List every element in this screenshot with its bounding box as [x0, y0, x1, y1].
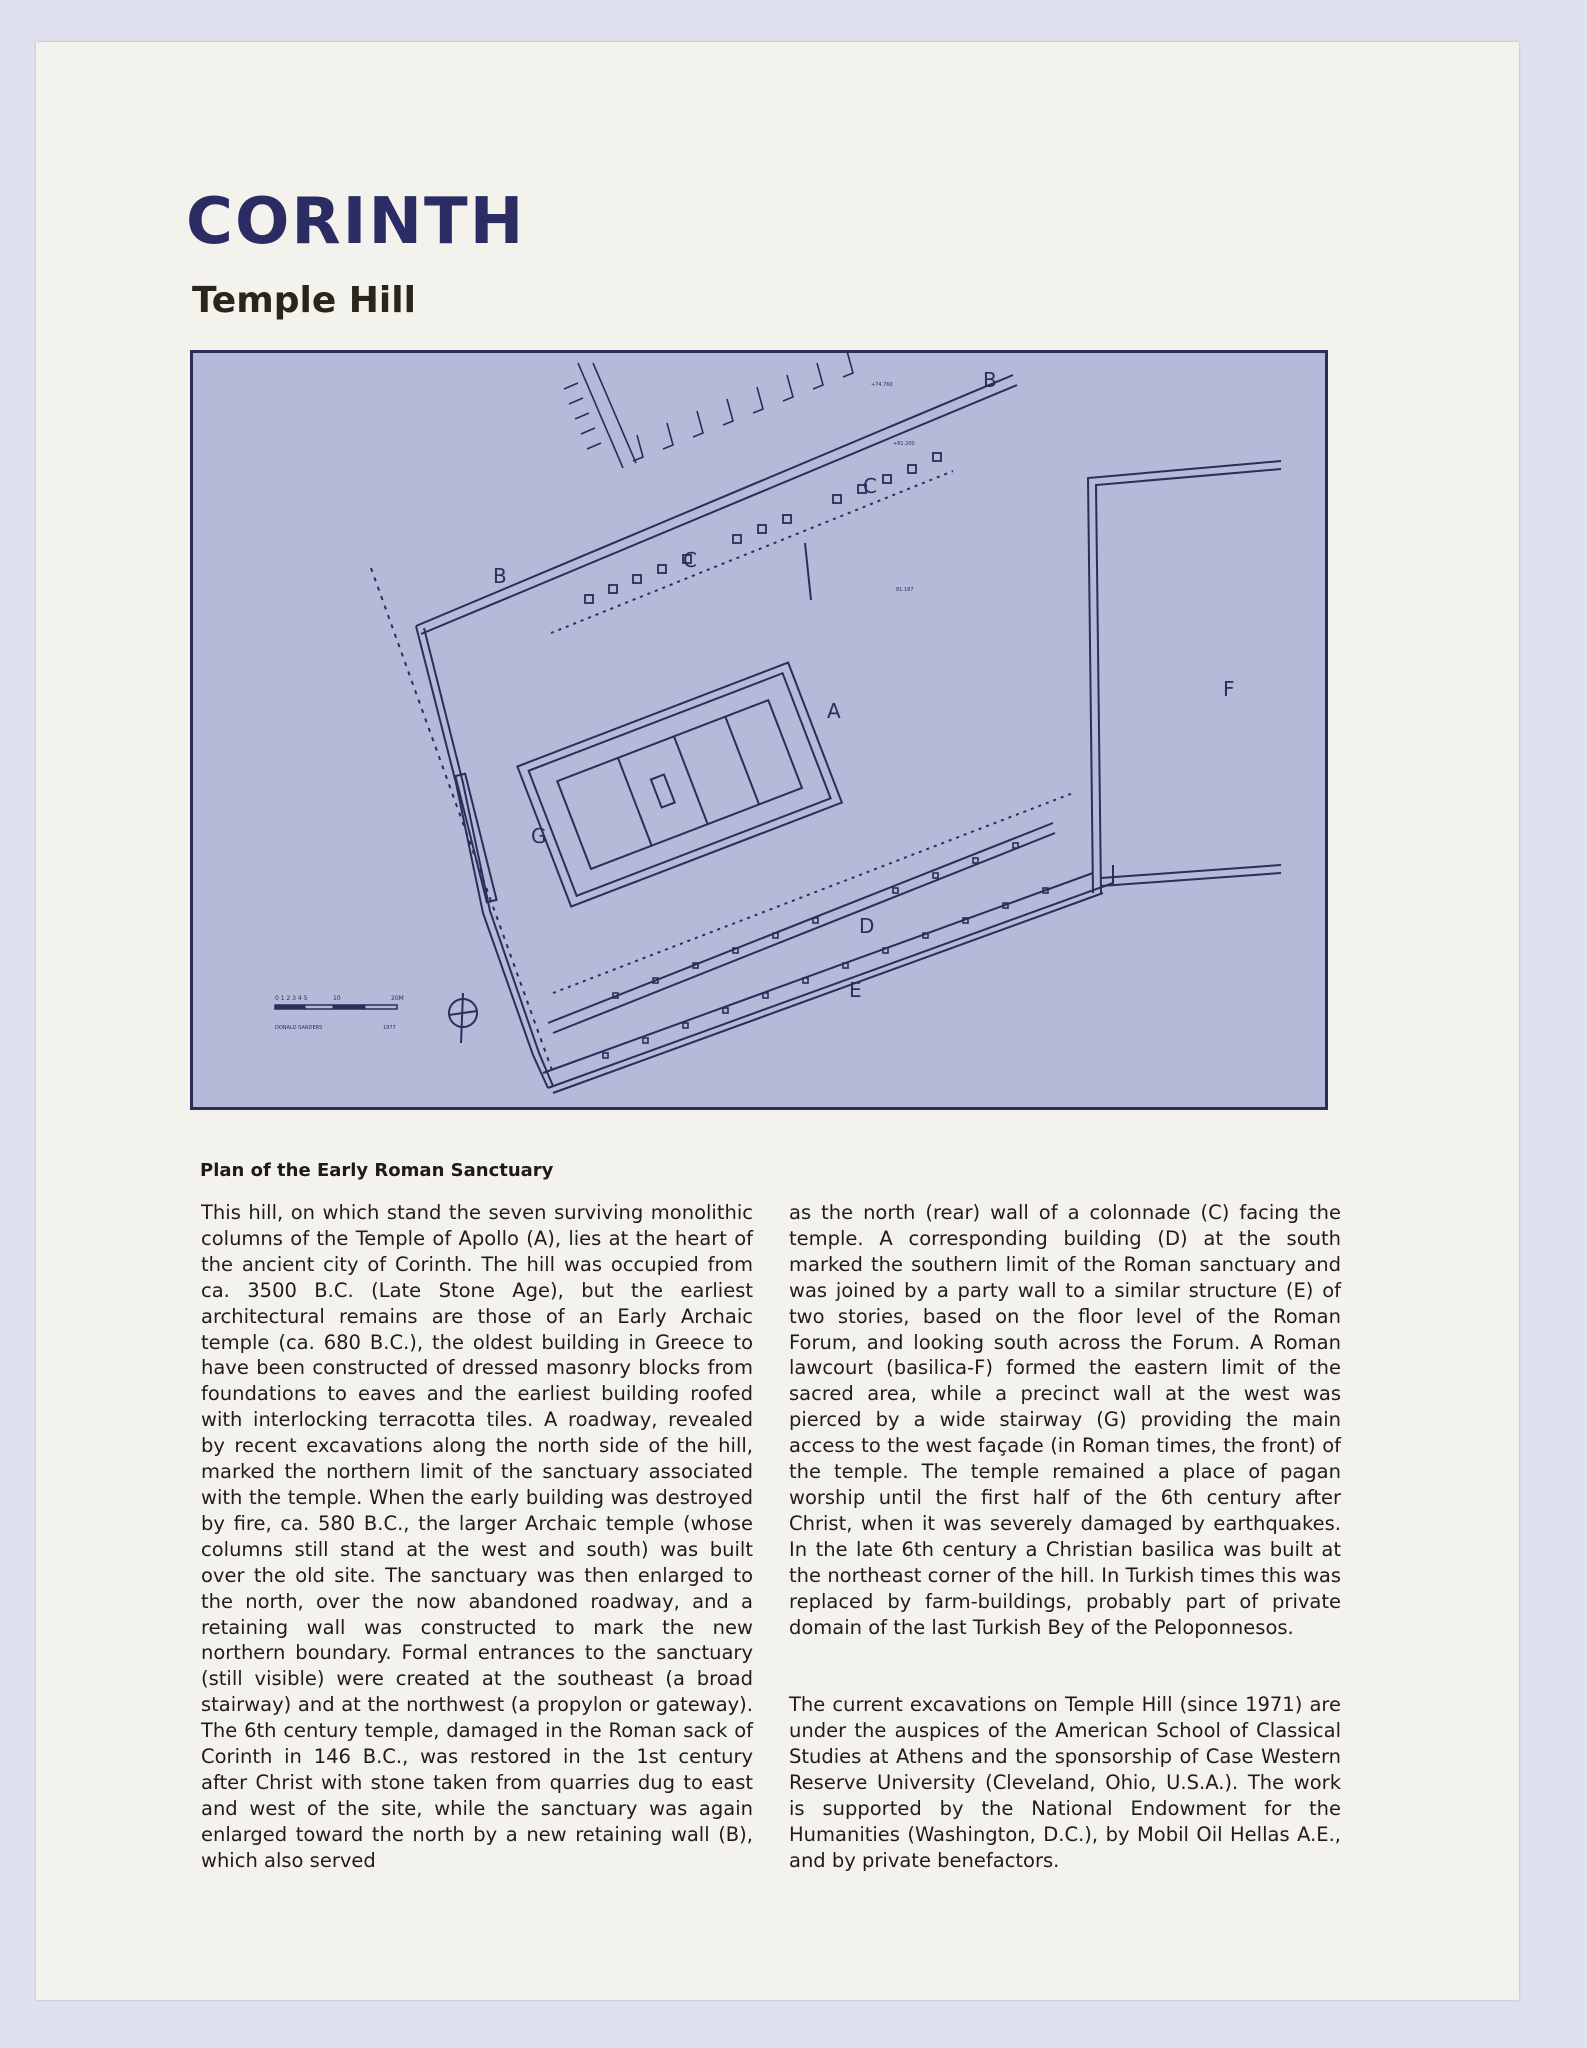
north-retaining-wall [416, 375, 1013, 626]
scale-bar [275, 1005, 397, 1009]
plan-label-a: A [827, 699, 841, 723]
south-building-d [548, 823, 1053, 1023]
north-arrow-icon [449, 993, 477, 1043]
plan-label-b-east: B [983, 368, 997, 392]
scale-mid: 10 [333, 995, 341, 1002]
plan-label-g: G [531, 824, 547, 848]
scale-ticks: 0 1 2 3 4 5 [275, 995, 308, 1002]
east-basilica-f-inner [1096, 469, 1281, 893]
body-paragraph: as the north (rear) wall of a colonnade (C) facing the temple. A corresponding building (D) at the south marked the southern limit of the Roman sanctuary and was joined by a party wall to a similar structure (E) of two stories, based on the floor level of the Roman Forum, and looking south across the Forum. A Roman lawcourt (basilica-F) formed the eastern limit of the sacred area, while a precinct wall at the west was pierced by a wide stairway (G) providing the main access to the west façade (in Roman times, the front) of the temple. The temple remained a place of pagan worship until the first half of the 6th century after Christ, when it was severely damaged by earthquakes. In the late 6th century a Christian basilica was built at the northeast corner of the hill. In Turkish times this was replaced by farm-buildings, probably part of private domain of the last Turkish Bey of the Peloponnesos. [789, 1201, 1341, 1639]
plan-label-c-east: C [863, 474, 877, 498]
temple-a [517, 663, 841, 907]
plan-label-e: E [849, 978, 862, 1002]
plan-year: 1977 [383, 1025, 396, 1031]
plan-label-f: F [1223, 677, 1235, 701]
south-building-d-inner [553, 833, 1055, 1033]
plan-label-b-west: B [493, 564, 507, 588]
page-title: CORINTH [186, 185, 526, 259]
east-basilica-f-south [1101, 865, 1281, 878]
east-basilica-f [1088, 461, 1281, 893]
elevation-3: 81.187 [896, 587, 914, 593]
south-building-e [543, 873, 1093, 1073]
colonnade-c-columns [585, 453, 941, 603]
plan-caption: Plan of the Early Roman Sanctuary [200, 1160, 554, 1181]
west-precinct-wall-inner [424, 628, 553, 1086]
scale-end: 20M [391, 995, 404, 1002]
elevation-2: +81.200 [893, 441, 915, 447]
body-column-right [789, 1200, 1341, 1874]
page-subtitle: Temple Hill [192, 280, 416, 321]
south-building-e-lower [548, 865, 1113, 1088]
site-plan-drawing [193, 353, 1325, 1107]
plan-label-d: D [859, 914, 875, 938]
north-retaining-wall-inner [421, 385, 1017, 634]
plan-label-c-west: C [683, 548, 697, 572]
plan-author: DONALD SANDERS [275, 1025, 323, 1031]
c-dividing-line [805, 543, 811, 600]
building-de-columns [603, 843, 1048, 1058]
colonnade-d [553, 793, 1073, 993]
east-basilica-f-south-outer [1101, 873, 1281, 886]
site-plan [190, 350, 1328, 1110]
body-paragraph: This hill, on which stand the seven surviving monolithic columns of the Temple of Apollo (A), lies at the heart of the ancient city of Corinth. The hill was occupied from ca. 3500 B.C. (Late Stone Age), but the earliest architectural remains are those of an Early Archaic temple (ca. 680 B.C.), the oldest building in Greece to have been constructed of dressed masonry blocks from foundations to eaves and the earliest building roofed with interlocking terracotta tiles. A roadway, revealed by recent excavations along the north side of the hill, marked the northern limit of the sanctuary associated with the temple. When the early building was destroyed by fire, ca. 580 B.C., the larger Archaic temple (whose columns still stand at the west and south) was built over the old site. The sanctuary was then enlarged to the north, over the now abandoned roadway, and a retaining wall was constructed to mark the new northern boundary. Formal entrances to the sanctuary (still visible) were created at the southeast (a broad stairway) and at the northwest (a propylon or gateway). The 6th century temple, damaged in the Roman sack of Corinth in 146 B.C., was restored in the 1st century after Christ with stone taken from quarries dug to east and west of the site, while the sanctuary was again enlarged toward the north by a new retaining wall (B), which also served [201, 1201, 753, 1872]
body-paragraph: The current excavations on Temple Hill (since 1971) are under the auspices of the American School of Classical Studies at Athens and the sponsorship of Case Western Reserve University (Cleveland, Ohio, U.S.A.). The work is supported by the National Endowment for the Humanities (Washington, D.C.), by Mobil Oil Hellas A.E., and by private benefactors. [789, 1693, 1341, 1872]
body-column-left [201, 1200, 753, 1874]
north-shops [564, 353, 853, 468]
elevation-1: +74.760 [871, 382, 893, 388]
